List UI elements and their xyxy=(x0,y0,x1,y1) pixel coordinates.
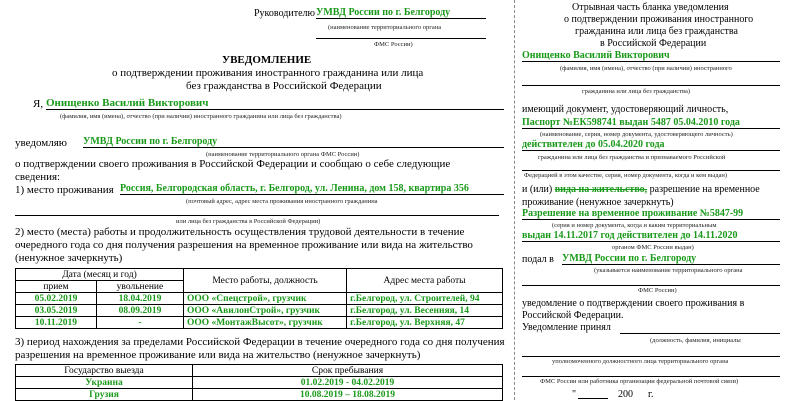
para-1: о подтверждении своего проживания в Российской Федерации и сообщаю о себе следующие xyxy=(15,158,451,170)
cell: Украина xyxy=(16,377,193,389)
subtitle-2: без гражданства в Российской Федерации xyxy=(186,80,382,92)
submitted-label: подал в xyxy=(522,254,554,265)
item2-line2: очередного года со дня получения разрешения на временное проживание или вида на жительство xyxy=(15,239,473,251)
official-caption: уполномоченного должностного лица территориального органа xyxy=(552,358,729,365)
notify-label: уведомляю xyxy=(15,137,67,149)
notice-line1: уведомление о подтверждении своего проживания в xyxy=(522,298,745,309)
cell: 18.04.2019 xyxy=(96,293,183,305)
subtitle-1: о подтверждении проживания иностранного гражданина или лица xyxy=(112,67,424,79)
permit-value: Разрешение на временное проживание №5847-99 xyxy=(522,208,780,220)
table-row xyxy=(16,293,503,305)
date-g: г. xyxy=(648,389,654,400)
work-header-address: Адрес места работы xyxy=(347,269,503,293)
cell: 10.08.2019 – 18.08.2019 xyxy=(193,389,503,401)
travel-header-period: Срок пребывания xyxy=(193,365,503,377)
tearoff-title-2: о подтверждении проживания иностранного xyxy=(564,14,754,25)
para-2: сведения: xyxy=(15,171,61,183)
cell: г.Белгород, ул. Верхняя, 47 xyxy=(347,317,503,329)
fms-caption: ФМС России) xyxy=(374,41,413,48)
work-subheader-fire: увольнение xyxy=(96,281,183,293)
item1-line xyxy=(15,215,499,216)
addressee-value: УМВД России по г. Белгороду xyxy=(316,7,486,19)
table-row xyxy=(16,377,503,389)
cell: 05.02.2019 xyxy=(16,293,97,305)
post-caption: ФМС России или работника организации федеральной почтовой связи) xyxy=(540,378,739,385)
work-table xyxy=(15,268,503,329)
notify-caption: (наименование территориального органа ФМС России) xyxy=(206,151,360,158)
permit-temporary: разрешение на временное xyxy=(649,184,760,195)
applicant-name: Онищенко Василий Викторович xyxy=(46,97,504,110)
tearoff-name-line xyxy=(522,85,780,86)
post-line xyxy=(522,376,780,377)
cut-line xyxy=(514,0,515,400)
item3-line2: разрешения на временное проживание или вида на жительство (ненужное зачеркнуть) xyxy=(15,349,421,361)
item3-line1: 3) период нахождения за пределами Российской Федерации в течение очередного года со дня получения xyxy=(15,336,505,348)
cell: Грузия xyxy=(16,389,193,401)
tearoff-name: Онищенко Василий Викторович xyxy=(522,50,780,62)
cell: 01.02.2019 - 04.02.2019 xyxy=(193,377,503,389)
tearoff-name-caption: (фамилия, имя (имена), отчество (при наличии) иностранного xyxy=(560,65,732,72)
permit-line2: проживание (ненужное зачеркнуть) xyxy=(522,197,674,208)
item1-label: 1) место проживания xyxy=(15,184,114,196)
item2-line1: 2) место (места) работы и продолжительность осуществления трудовой деятельности в течение xyxy=(15,226,465,238)
submitted-line xyxy=(522,285,780,286)
tearoff-title-1: Отрывная часть бланка уведомления xyxy=(572,2,729,13)
addressee-caption: (наименование территориального органа xyxy=(328,24,442,31)
issued-caption: органом ФМС России выдан) xyxy=(612,244,694,251)
item1-caption: (почтовый адрес, адрес места проживания иностранного гражданина xyxy=(186,198,378,205)
validity-line xyxy=(522,170,780,171)
issued-value: выдан 14.11.2017 год действителен до 14.11.2020 xyxy=(522,230,780,242)
notice-line2: Российской Федерации. xyxy=(522,310,624,321)
date-day-line xyxy=(578,398,608,399)
submitted-caption: (указывается наименование территориального органа xyxy=(594,267,743,274)
date-year: 200 xyxy=(618,389,633,400)
cell: 10.11.2019 xyxy=(16,317,97,329)
accepted-label: Уведомление принял xyxy=(522,322,611,333)
validity-caption2: Федерацией в этом качестве, серия, номер документа, когда и кем выдан) xyxy=(524,172,728,179)
tearoff-title-3: гражданина или лица без гражданства xyxy=(575,26,738,37)
travel-table xyxy=(15,364,503,401)
doc-caption: (наименование, серия, номер документа, удостоверяющего личность) xyxy=(540,131,733,138)
table-row xyxy=(16,305,503,317)
fms-caption-right: ФМС России) xyxy=(638,287,677,294)
applicant-caption: (фамилия, имя (имена), отчество (при наличии) иностранного гражданина или лица без гражданства) xyxy=(60,113,342,120)
cell: г.Белгород, ул. Весенняя, 14 xyxy=(347,305,503,317)
doc-label: имеющий документ, удостоверяющий личность, xyxy=(522,104,729,115)
notify-value: УМВД России по г. Белгороду xyxy=(83,136,504,148)
passport-value: Паспорт №ЕК598741 выдан 5487 05.04.2010 года xyxy=(522,117,780,129)
cell: - xyxy=(96,317,183,329)
table-row xyxy=(16,389,503,401)
work-header-place: Место работы, должность xyxy=(184,269,347,293)
validity-caption: гражданина или лица без гражданства и признаваемого Российской xyxy=(538,154,726,161)
page-title: УВЕДОМЛЕНИЕ xyxy=(222,54,312,66)
item1-caption2: или лица без гражданства в Российской Федерации) xyxy=(176,218,321,225)
permit-and-or: и (или) xyxy=(522,184,553,195)
travel-header-country: Государство выезда xyxy=(16,365,193,377)
tearoff-title-4: в Российской Федерации xyxy=(600,38,707,49)
date-quote: " xyxy=(572,389,577,400)
tearoff-name-caption2: гражданина или лица без гражданства) xyxy=(582,88,691,95)
addressee-label: Руководителю xyxy=(254,8,315,19)
submitted-value: УМВД России по г. Белгороду xyxy=(562,253,780,265)
official-line xyxy=(522,356,780,357)
permit-caption: (серия и номер документа, когда и каким территориальным xyxy=(552,222,717,229)
item2-line3: (ненужное зачеркнуть) xyxy=(15,252,123,264)
residence-address: Россия, Белгородская область, г. Белгород, ул. Ленина, дом 158, квартира 356 xyxy=(120,183,504,195)
cell: г.Белгород, ул. Строителей, 94 xyxy=(347,293,503,305)
cell: 08.09.2019 xyxy=(96,305,183,317)
permit-residence-crossed: вида на жительство, xyxy=(554,184,648,195)
cell: ООО «Спецстрой», грузчик xyxy=(184,293,347,305)
cell: ООО «МонтажВысот», грузчик xyxy=(184,317,347,329)
cell: 03.05.2019 xyxy=(16,305,97,317)
work-header-date: Дата (месяц и год) xyxy=(16,269,184,281)
accepted-line xyxy=(620,333,780,334)
validity-value: действителен до 05.04.2020 года xyxy=(522,139,780,151)
accepted-caption: (должность, фамилия, инициалы xyxy=(650,337,741,344)
table-row xyxy=(16,317,503,329)
ya-label: Я, xyxy=(33,98,44,110)
permit-line1 xyxy=(522,184,760,195)
addressee-line xyxy=(316,38,486,39)
work-subheader-hire: прием xyxy=(16,281,97,293)
cell: ООО «АвилонСтрой», грузчик xyxy=(184,305,347,317)
